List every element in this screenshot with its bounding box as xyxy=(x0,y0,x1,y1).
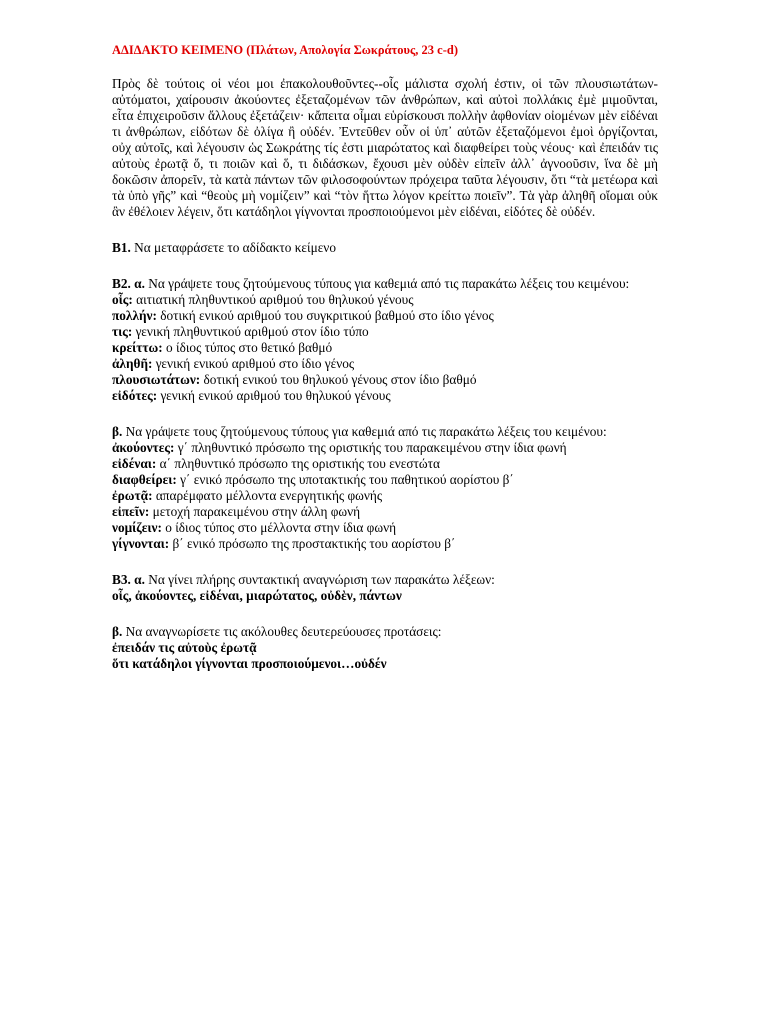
ancient-greek-passage: Πρὸς δὲ τούτοις οἱ νέοι μοι ἐπακολουθοῦντες--οἷς μάλιστα σχολή ἐστιν, οἱ τῶν πλουσιωτάτων-αὐτόματοι, χαίρουσιν ἀκούοντες ἐξεταζομένων τῶν ἀνθρώπων, καὶ αὐτοὶ πολλάκις ἐμὲ μιμοῦνται, εἶτα ἐπιχειροῦσιν ἄλλους ἐξετάζειν· κἄπειτα οἶμαι εὑρίσκουσι πολλὴν ἀφθονίαν οἰομένων μὲν εἰδέναι τι ἀνθρώπων, εἰδότων δὲ ὀλίγα ἢ οὐδέν. Ἐντεῦθεν οὖν οἱ ὑπ᾽ αὐτῶν ἐξεταζόμενοι ἐμοὶ ὀργίζονται, οὐχ αὑτοῖς, καὶ λέγουσιν ὡς Σωκράτης τίς ἐστι μιαρώτατος καὶ διαφθείρει τοὺς νέους· καὶ ἐπειδάν τις αὐτοὺς ἐρωτᾷ ὅ, τι ποιῶν καὶ ὅ, τι διδάσκων, ἔχουσι μὲν οὐδὲν εἰπεῖν ἀλλ᾽ ἀγνοοῦσιν, ἵνα δὲ μὴ δοκῶσιν ἀπορεῖν, τὰ κατὰ πάντων τῶν φιλοσοφούντων πρόχειρα ταῦτα λέγουσιν, ὅτι “τὰ μετέωρα καὶ τὰ ὑπὸ γῆς” καὶ “θεοὺς μὴ νομίζειν” καὶ “τὸν ἥττω λόγον κρείττω ποιεῖν”. Τὰ γὰρ ἀληθῆ οἴομαι οὐκ ἂν ἐθέλοιεν λέγειν, ὅτι κατάδηλοι γίγνονται προσποιούμενοι μὲν εἰδέναι, εἰδότες δὲ οὐδέν. xyxy=(112,76,658,219)
question-text: Να γράψετε τους ζητούμενους τύπους για καθεμιά από τις παρακάτω λέξεις του κειμένου: xyxy=(122,424,607,439)
list-item: τις: γενική πληθυντικού αριθμού στον ίδιο τύπο xyxy=(112,324,369,339)
list-item: ἀληθῆ: γενική ενικού αριθμού στο ίδιο γένος xyxy=(112,356,355,371)
question-label: Β3. α. xyxy=(112,572,145,587)
document-page xyxy=(112,42,658,672)
list-item: οἷς: αιτιατική πληθυντικού αριθμού του θηλυκού γένους xyxy=(112,292,414,307)
document-title: ΑΔΙΔΑΚΤΟ ΚΕΙΜΕΝΟ (Πλάτων, Απολογία Σωκράτους, 23 c-d) xyxy=(112,43,458,57)
list-item: εἰπεῖν: μετοχή παρακειμένου στην άλλη φωνή xyxy=(112,504,361,519)
question-b2a xyxy=(112,276,658,404)
list-item: νομίζειν: ο ίδιος τύπος στο μέλλοντα στην ίδια φωνή xyxy=(112,520,397,535)
question-label: β. xyxy=(112,624,123,639)
list-item: κρείττω: ο ίδιος τύπος στο θετικό βαθμό xyxy=(112,340,333,355)
question-label: β. xyxy=(112,424,123,439)
clause-item: ἐπειδάν τις αὐτοὺς ἐρωτᾷ xyxy=(112,640,257,655)
list-item: πλουσιωτάτων: δοτική ενικού του θηλυκού γένους στον ίδιο βαθμό xyxy=(112,372,477,387)
list-item: εἰδότες: γενική ενικού αριθμού του θηλυκού γένους xyxy=(112,388,391,403)
clause-item: ὅτι κατάδηλοι γίγνονται προσποιούμενοι…οὐδέν xyxy=(112,656,387,671)
question-text: Να μεταφράσετε το αδίδακτο κείμενο xyxy=(130,240,336,255)
word-list: οἷς, ἀκούοντες, εἰδέναι, μιαρώτατος, οὐδὲν, πάντων xyxy=(112,588,402,603)
list-item: διαφθείρει: γ΄ ενικό πρόσωπο της υποτακτικής του παθητικού αορίστου β΄ xyxy=(112,472,514,487)
question-text: Να γράψετε τους ζητούμενους τύπους για καθεμιά από τις παρακάτω λέξεις του κειμένου: xyxy=(144,276,630,291)
question-b1 xyxy=(112,240,658,256)
list-item: εἰδέναι: α΄ πληθυντικό πρόσωπο της οριστικής του ενεστώτα xyxy=(112,456,440,471)
question-label: Β2. α. xyxy=(112,276,145,291)
question-b2b xyxy=(112,424,658,552)
question-b3a xyxy=(112,572,658,604)
question-label: Β1. xyxy=(112,240,131,255)
list-item: ἀκούοντες: γ΄ πληθυντικό πρόσωπο της οριστικής του παρακειμένου στην ίδια φωνή xyxy=(112,440,567,455)
question-text: Να γίνει πλήρης συντακτική αναγνώριση των παρακάτω λέξεων: xyxy=(144,572,495,587)
list-item: γίγνονται: β΄ ενικό πρόσωπο της προστακτικής του αορίστου β΄ xyxy=(112,536,456,551)
list-item: πολλήν: δοτική ενικού αριθμού του συγκριτικού βαθμού στο ίδιο γένος xyxy=(112,308,494,323)
list-item: ἐρωτᾷ: απαρέμφατο μέλλοντα ενεργητικής φωνής xyxy=(112,488,383,503)
question-b3b xyxy=(112,624,658,672)
question-text: Να αναγνωρίσετε τις ακόλουθες δευτερεύουσες προτάσεις: xyxy=(122,624,442,639)
